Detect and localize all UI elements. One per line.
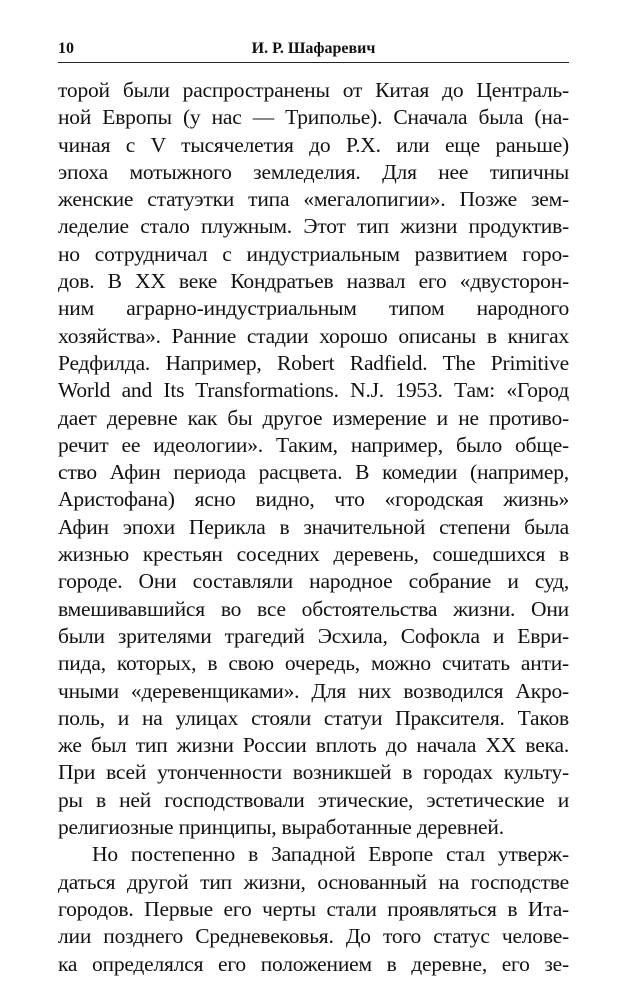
text-line: хозяйства». Ранние стадии хорошо описаны в книгах bbox=[58, 323, 569, 348]
text-line: же был тип жизни России вплоть до начала XX века. bbox=[58, 733, 569, 758]
text-line: леделие стало плужным. Этот тип жизни продуктив- bbox=[58, 214, 569, 239]
paragraph-1 bbox=[58, 77, 569, 841]
text-line: дает деревне как бы другое измерение и не противо- bbox=[58, 405, 569, 430]
text-line: ка определялся его положением в деревне, его зе- bbox=[58, 951, 569, 976]
text-line: были зрителями трагедий Эсхила, Софокла и Еври- bbox=[58, 623, 569, 648]
text-line: Но постепенно в Западной Европе стал утверж- bbox=[92, 842, 569, 867]
text-line: жизнью крестьян соседних деревень, сошедшихся в bbox=[58, 542, 569, 567]
text-line: Аристофана) ясно видно, что «городская жизнь» bbox=[58, 487, 569, 512]
text-line: ство Афин периода расцвета. В комедии (например, bbox=[58, 460, 569, 485]
running-title-author: И. Р. Шафаревич bbox=[251, 40, 376, 57]
text-line: пида, которых, в свою очередь, можно считать анти- bbox=[58, 651, 569, 676]
text-line: Афин эпохи Перикла в значительной степени была bbox=[58, 514, 569, 539]
text-line: ним аграрно-индустриальным типом народного bbox=[58, 296, 569, 321]
text-line: поль, и на улицах стояли статуи Праксителя. Таков bbox=[58, 705, 569, 730]
text-line: ры в ней господствовали этические, эстетические и bbox=[58, 787, 569, 812]
text-line: религиозные принципы, выработанные деревней. bbox=[58, 815, 504, 840]
text-line: чными «деревенщиками». Для них возводился Акро- bbox=[58, 678, 569, 703]
text-line: лии позднего Средневековья. До того статус челове- bbox=[58, 924, 569, 949]
page-number: 10 bbox=[58, 40, 74, 57]
text-line: городе. Они составляли народное собрание и суд, bbox=[58, 569, 569, 594]
text-line: эпоха мотыжного земледелия. Для нее типичны bbox=[58, 159, 569, 184]
text-line: При всей утонченности возникшей в городах культу- bbox=[58, 760, 569, 785]
running-head bbox=[58, 38, 569, 63]
text-line: вмешивавшийся во все обстоятельства жизни. Они bbox=[58, 596, 569, 621]
book-page bbox=[58, 38, 569, 978]
text-line: женские статуэтки типа «мегалопигии». Позже зем- bbox=[58, 187, 569, 212]
text-line: но сотрудничал с индустриальным развитием горо- bbox=[58, 241, 569, 266]
text-line: даться другой тип жизни, основанный на господстве bbox=[58, 869, 569, 894]
text-line: дов. В XX веке Кондратьев назвал его «двусторон- bbox=[58, 269, 569, 294]
paragraph-2 bbox=[58, 841, 569, 977]
body-text bbox=[58, 77, 569, 978]
text-line: World and Its Transformations. N.J. 1953. Там: «Город bbox=[58, 378, 569, 403]
text-line: ной Европы (у нас — Триполье). Сначала была (на- bbox=[58, 105, 569, 130]
text-line: речит ее идеологии». Таким, например, было обще- bbox=[58, 432, 569, 457]
text-line: городов. Первые его черты стали проявляться в Ита- bbox=[58, 896, 569, 921]
text-line: Редфилда. Например, Robert Radfield. The Primitive bbox=[58, 350, 569, 375]
text-line: торой были распространены от Китая до Централь- bbox=[58, 78, 569, 102]
text-line: чиная с V тысячелетия до Р.Х. или еще раньше) bbox=[58, 132, 569, 157]
